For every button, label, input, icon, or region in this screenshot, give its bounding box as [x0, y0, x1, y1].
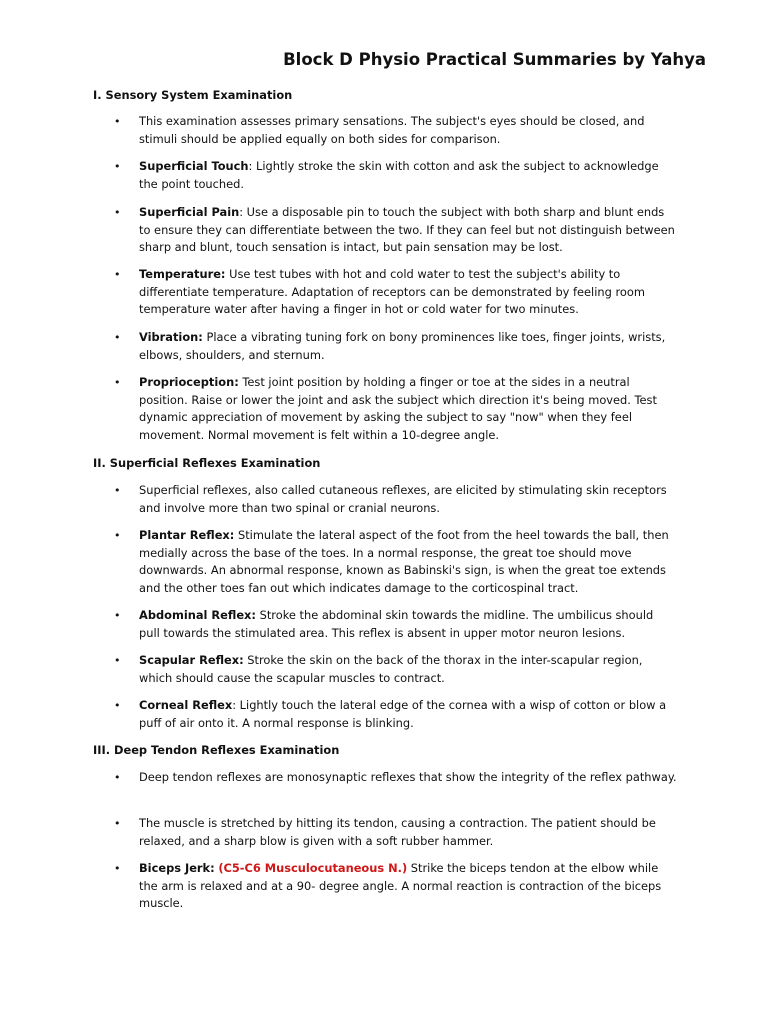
- bullet-icon: •: [114, 331, 121, 344]
- list-item: [114, 113, 677, 148]
- item-text: : Lightly touch the lateral edge of the cornea with a wisp of cotton or blow a puff of air onto it. A normal response is blinking.: [139, 698, 667, 730]
- item-text: Use test tubes with hot and cold water to test the subject's ability to differentiate temperature. Adaptation of receptors can be demonstrated by feeling room temperature water after having a finger in hot or cold water for two minutes.: [139, 267, 645, 317]
- bullet-icon: •: [114, 654, 121, 667]
- list-item: [114, 697, 677, 732]
- item-text: Stroke the abdominal skin towards the midline. The umbilicus should pull towards the stimulated area. This reflex is absent in upper motor neuron lesions.: [139, 608, 654, 640]
- item-text: The muscle is stretched by hitting its tendon, causing a contraction. The patient should be relaxed, and a sharp blow is given with a soft rubber hammer.: [139, 816, 656, 848]
- item-label: Superficial Touch: [139, 159, 249, 173]
- item-label: Vibration:: [139, 330, 203, 344]
- item-label: Biceps Jerk:: [139, 861, 215, 875]
- list-item: [114, 860, 677, 913]
- section-heading-deep-tendon-reflexes: III. Deep Tendon Reflexes Examination: [93, 743, 340, 757]
- document-title: Block D Physio Practical Summaries by Yahya: [283, 50, 706, 69]
- item-label: Plantar Reflex:: [139, 528, 235, 542]
- list-item: [114, 815, 677, 850]
- item-text: Test joint position by holding a finger or toe at the sides in a neutral position. Raise or lower the joint and ask the subject which direction it's being moved. Test dynamic appreciation of movement by asking the subject to say "now" when they feel movement. Normal movement is felt within a 10-degree angle.: [139, 375, 657, 442]
- list-item: [114, 769, 677, 787]
- item-label: Scapular Reflex:: [139, 653, 244, 667]
- bullet-icon: •: [114, 771, 121, 784]
- bullet-icon: •: [114, 160, 121, 173]
- list-item: [114, 482, 677, 517]
- bullet-icon: •: [114, 376, 121, 389]
- item-text: Strike the biceps tendon at the elbow while the arm is relaxed and at a 90- degree angle. A normal reaction is contraction of the biceps muscle.: [139, 861, 662, 911]
- list-item: [114, 204, 677, 257]
- item-text: This examination assesses primary sensations. The subject's eyes should be closed, and stimuli should be applied equally on both sides for comparison.: [139, 114, 645, 146]
- item-text: Superficial reflexes, also called cutaneous reflexes, are elicited by stimulating skin receptors and involve more than two spinal or cranial neurons.: [139, 483, 667, 515]
- item-text: : Lightly stroke the skin with cotton and ask the subject to acknowledge the point touched.: [139, 159, 659, 191]
- item-label: Temperature:: [139, 267, 226, 281]
- item-label: Proprioception:: [139, 375, 239, 389]
- list-item: [114, 527, 677, 597]
- bullet-icon: •: [114, 484, 121, 497]
- list-item: [114, 607, 677, 642]
- section-heading-sensory: I. Sensory System Examination: [93, 88, 293, 102]
- bullet-icon: •: [114, 529, 121, 542]
- item-text: : Use a disposable pin to touch the subject with both sharp and blunt ends to ensure they can differentiate between the two. If they can feel but not distinguish between sharp and blunt, touch sensation is intact, but pain sensation may be lost.: [139, 205, 675, 255]
- bullet-icon: •: [114, 206, 121, 219]
- list-item: [114, 158, 677, 193]
- list-item: [114, 266, 677, 319]
- item-text: Stimulate the lateral aspect of the foot from the heel towards the ball, then medially across the base of the toes. In a normal response, the great toe should move downwards. An abnormal response, known as Babinski's sign, is when the great toe extends and the other toes fan out which indicates damage to the corticospinal tract.: [139, 528, 669, 595]
- item-highlight: (C5-C6 Musculocutaneous N.): [218, 861, 408, 875]
- bullet-icon: •: [114, 609, 121, 622]
- item-label: Abdominal Reflex:: [139, 608, 256, 622]
- list-item: [114, 329, 677, 364]
- item-text: Place a vibrating tuning fork on bony prominences like toes, finger joints, wrists, elbows, shoulders, and sternum.: [139, 330, 666, 362]
- bullet-icon: •: [114, 862, 121, 875]
- item-label: Superficial Pain: [139, 205, 240, 219]
- list-item: [114, 652, 677, 687]
- item-text: Deep tendon reflexes are monosynaptic reflexes that show the integrity of the reflex pathway.: [139, 770, 677, 784]
- item-text: Stroke the skin on the back of the thorax in the inter-scapular region, which should cause the scapular muscles to contract.: [139, 653, 643, 685]
- section-heading-superficial-reflexes: II. Superficial Reflexes Examination: [93, 456, 321, 470]
- bullet-icon: •: [114, 817, 121, 830]
- list-item: [114, 374, 677, 444]
- item-label: Corneal Reflex: [139, 698, 233, 712]
- bullet-icon: •: [114, 699, 121, 712]
- bullet-icon: •: [114, 115, 121, 128]
- bullet-icon: •: [114, 268, 121, 281]
